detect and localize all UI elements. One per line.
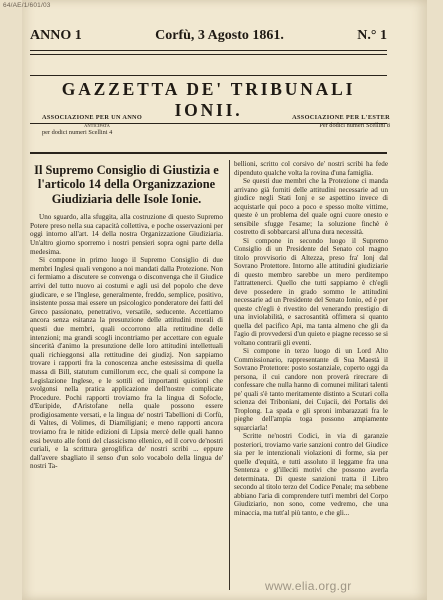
paragraph: Se questi due membri che la Protezione ci manda arrivano già forniti delle attitudini necessarie ad un giudice negli Stati Ionj e se aspettino invece di acquistarle qui poco a poco e spesso molte vittime, queste è un problema del quale ogni cuore onesto e sensibile sfugge l'esame; la soluzione finchè è costretto di sobbarcarsi all'una dura necessità. — [234, 177, 388, 236]
subscription-left — [42, 114, 152, 137]
paragraph: Uno sguardo, alla sfuggita, alla costruzione di questo Supremo Potere preso nella sua capacità collettiva, e poche osservazioni per oggi intorno all'art. 14 della nostra Organizzazione Giudiziaria. Un'altro giorno sporremo i nostri pensieri sopra ogni parte della medesima. — [30, 213, 223, 256]
archive-watermark: www.elia.org.gr — [265, 579, 352, 593]
column-divider — [229, 160, 230, 590]
subscription-right — [290, 114, 390, 129]
masthead-rule-bottom — [30, 54, 387, 55]
left-column-text — [30, 213, 223, 471]
place-date: Corfù, 3 Agosto 1861. — [155, 28, 284, 43]
header-divider — [30, 152, 387, 154]
masthead-line — [30, 28, 387, 44]
subscription-left-mid: ANTICIPATA — [84, 122, 110, 128]
subscription-right-heading: ASSOCIAZIONE PER L'ESTER — [292, 114, 390, 121]
masthead-rule-top — [30, 50, 387, 51]
right-column-text — [234, 160, 388, 517]
paragraph: Si compone in primo luogo il Supremo Consiglio di due membri Inglesi quali vengono a noi mandati dalla Protezione. Non ci fermiamo a discutere se convenga o disconvenga che il Giudice arrivi del tutto nuovo ai costumi e agli usi del popolo che deve giudicare, e se l'Inglese, generalmente, freddo, semplice, positivo, insistente possa mai essere un psicologico ponderatore dei fatti del Greco passionato, penetrativo, versatile, seducente. Accettiamo ancora senza esitanza la presunzione delle attitudini morali di questi due membri, quali occorrono alla rettitudine delle intenzioni; ma grandi scogli incontriamo per accettare con eguale sincerità d'animo la presunzione delle loro attitudini intellettuali quali richieggonsi alla rettitudine dei giudizj. Non sappiamo trovare i rapporti fra la conoscenza anche estesissima di quella massa di Bill, statutum cumillorum ecc, che quali si compone la Legislazione Inglese, e le sottili ed importanti quistioni che svolgonsi nella pratica applicazione dell'nostre complicate Procedure. Pochi rapporti troviamo fra la lingua di Sofocle, d'Euripide, d'Aristofane nella quale possono essere prodigiosamente versati, e la lingua de' nostri Tabellioni di Corfù, di Valtes, di Volimes, di Diamiligiani; e meno rapporti ancora troviamo fra le nitide edizioni di Lipsia mercè delle quali hanno essi bevuto alle fonti del classicismo ellenico, ed il corvo de'nostri curiali, e la scrittura geroglifica de' nostri scribi ... eppure dall'avere sbagliato il senso d'un solo vocabolo della lingua de' nostri Ta- — [30, 256, 223, 471]
paragraph: Scritte ne'nostri Codici, in via di garanzie posteriori, troviamo varie sanzioni contro del Giudice sia per le intenzionali violazioni di forme, sia per quelle d'equità, e tutti assoluto il leggame fra una Sentenza e gl'illeciti motivi che possono averla determinata. Di queste sanzioni tratta il Libro secondo al titolo terzo del Codice Penale; ma sebbene abbiano l'aria di comprendere tutt'i membri del Corpo Giudiziario, non sono, come vedremo, che una minaccia, ma tutt'al più tanto, e che gli... — [234, 432, 388, 517]
paragraph: Si compone in terzo luogo di un Lord Alto Commissionario, rappresentante di Sua Maestà il Sovrano Protettore: posto sostanziale, coperto oggi da persona, il cui candore non proverà rirecrare di confessare che nulla hanno di comunei militari talenti pe' quali s'è tanto meritamente distinto a Scutari colla scienza dei Triboniani, dei Cujacii, dei Portalis dei Troplong. La spada e gli sproni imbarazzati fra le pieghe dell'ampia toga possono ampiamente squarciarla! — [234, 347, 388, 432]
article-headline: Il Supremo Consiglio di Giustizia e l'articolo 14 della Organizzazione Giudiziaria delle Isole Ionie. — [34, 163, 219, 206]
issue-year: ANNO 1 — [30, 28, 82, 43]
issue-number: N.° 1 — [357, 28, 387, 43]
paragraph: bellioni, scritto col corsivo de' nostri scribi ha fede dipenduto qualche volta la rovina d'una famiglia. — [234, 160, 388, 177]
subscription-left-heading: ASSOCIAZIONE PER UN ANNO — [42, 114, 143, 121]
right-column — [234, 160, 388, 585]
subscription-right-detail: Per dodici numeri Scellini 8 — [319, 121, 390, 129]
newspaper-title: GAZZETTA DE' TRIBUNALI IONII. — [30, 75, 387, 124]
archive-catalog-mark: 64/AE/1/601/03 — [3, 2, 51, 9]
subscription-left-detail: per dodici numeri Scellini 4 — [42, 129, 113, 136]
left-column — [30, 160, 223, 585]
paragraph: Si compone in secondo luogo il Supremo Consiglio di un Presidente del Senato col magno titolo provvisorio di Altezza, preso fra' Ionj dal Sovrano Protettore. Intorno alle attitudini giudiziarie di questo membro sarebbe un mero perditempo l'attrattenerci. Quello che tutti sappiamo è ch'egli deve possedere in grado sommo le attitudini necessarie ad un Presidente del Senato Ionio, ed è per queste ch'egli è rivestito del venerando prestigio di una inviolabilità, e sacrosantità offimera si quanto quella del pacifico Api, ma tanta almeno che gli da l'agio di provvedersi d'un quieto e piagne recesso se si voltano contrarii gli eventi. — [234, 236, 388, 347]
